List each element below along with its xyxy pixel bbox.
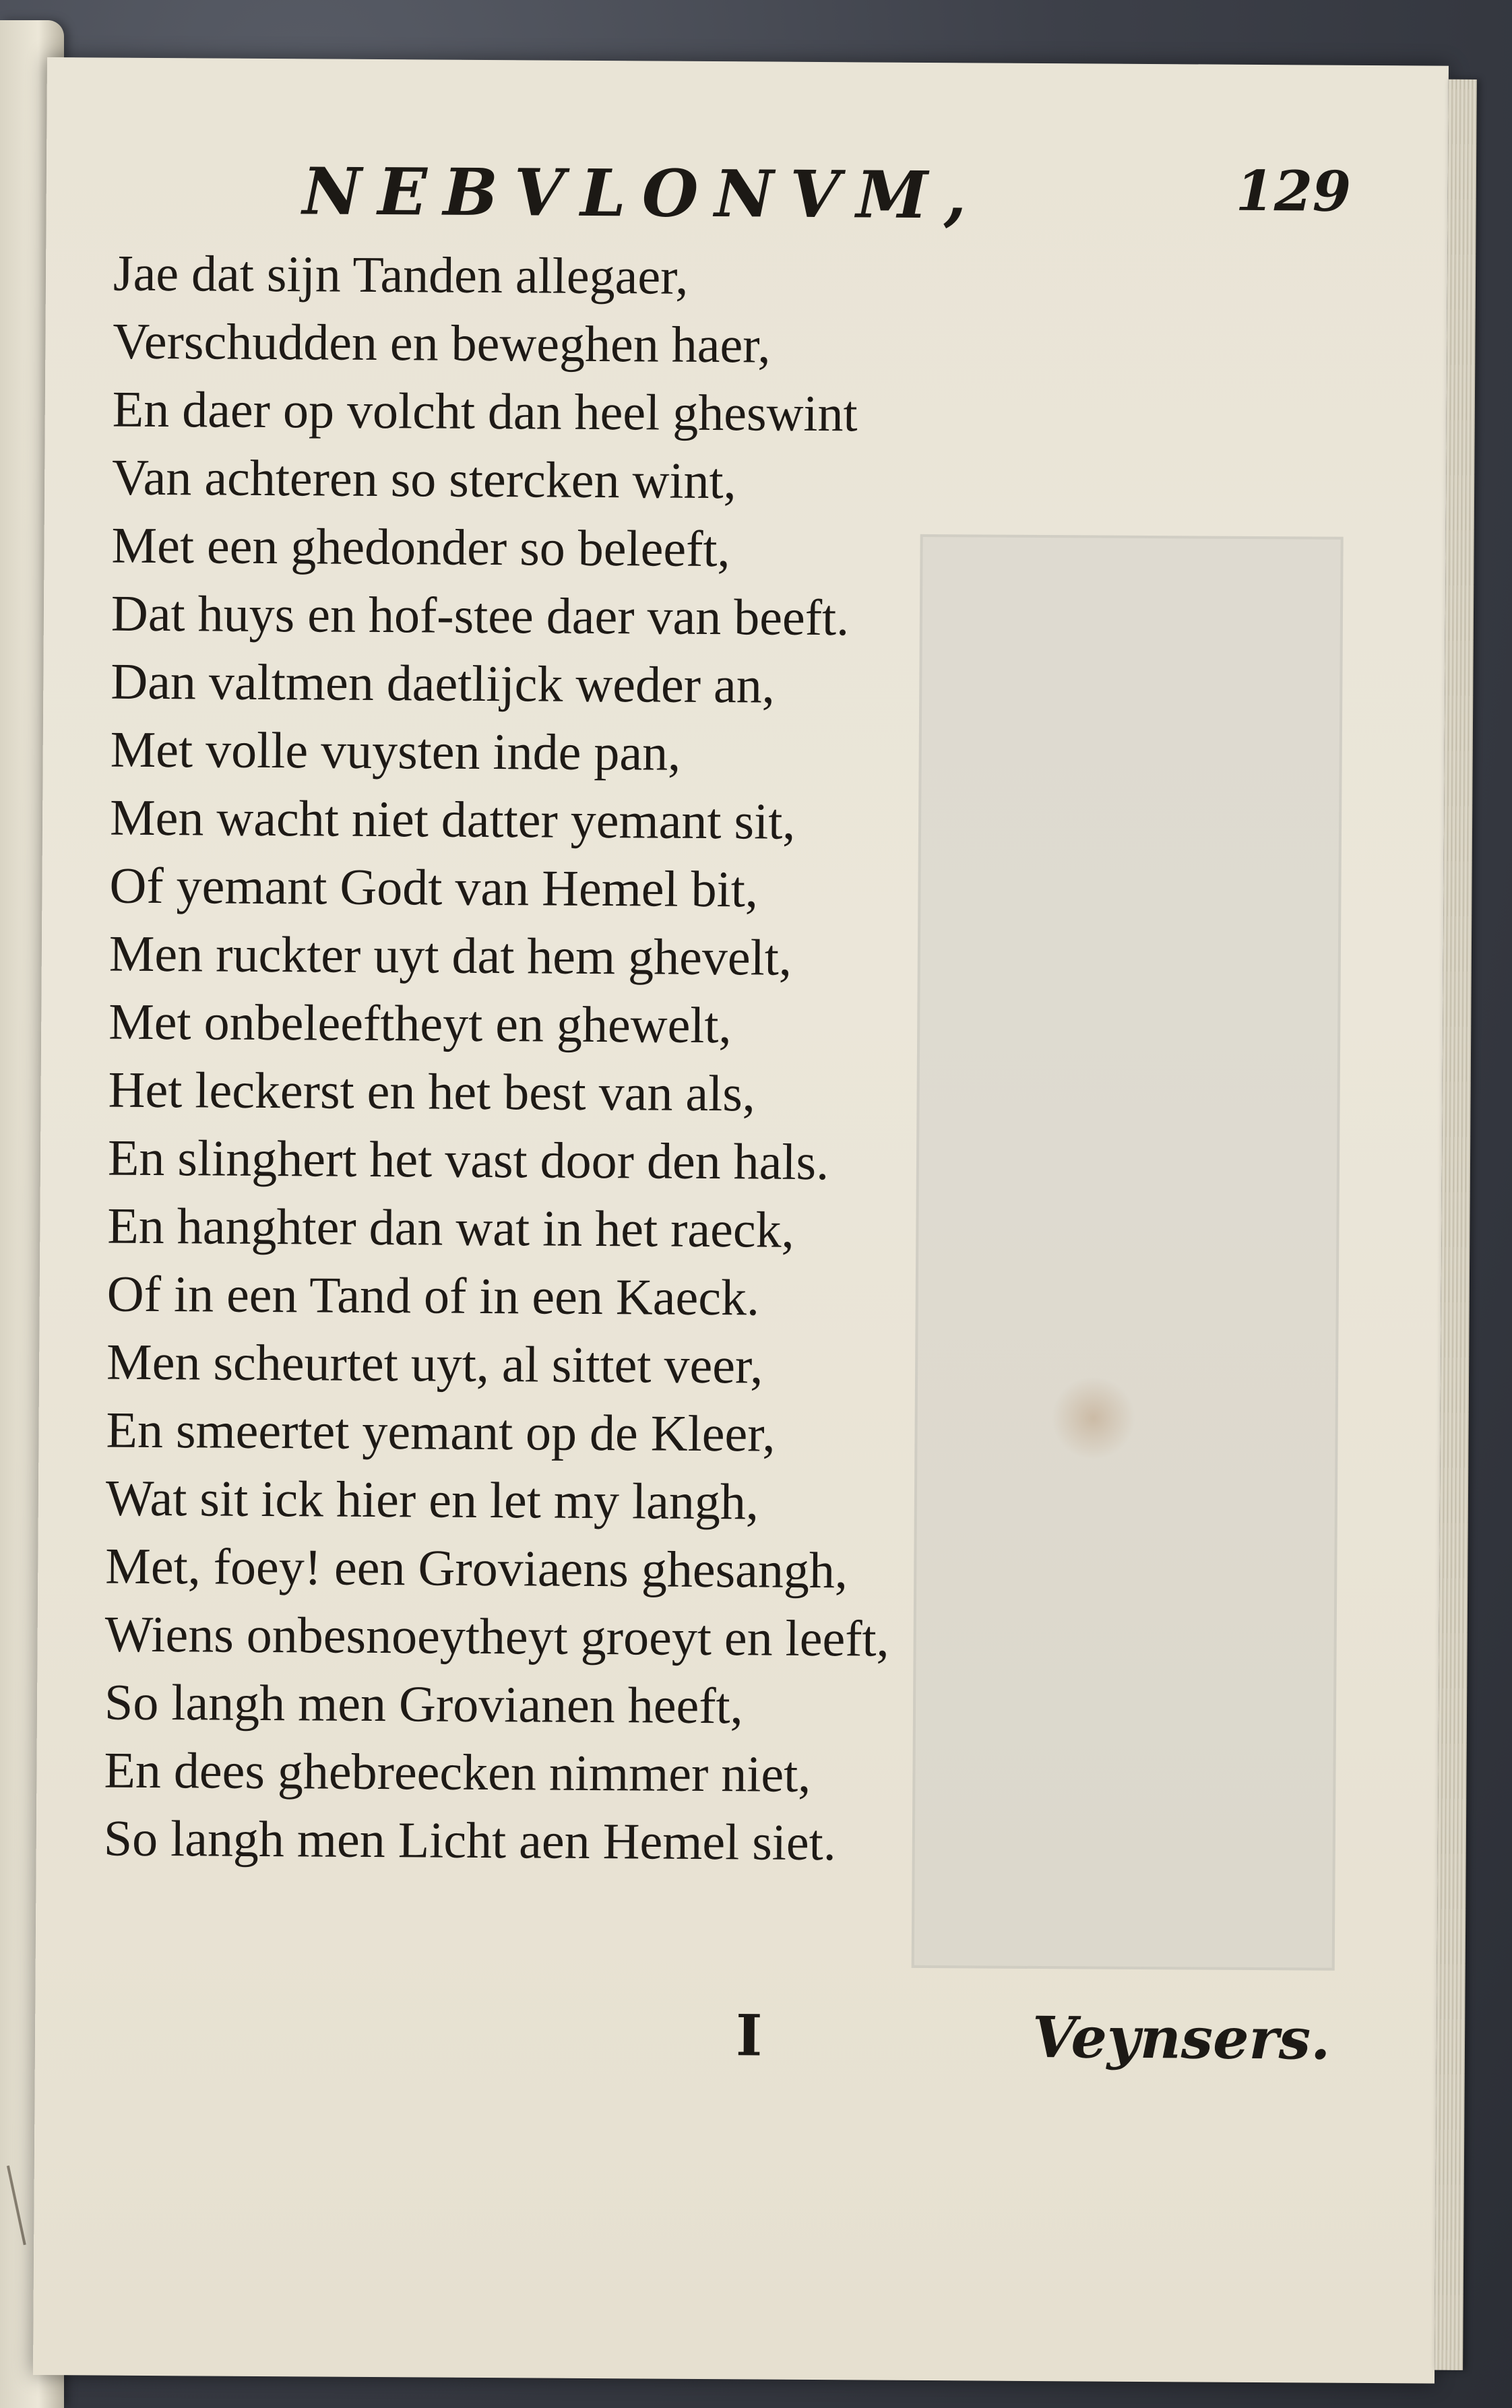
poem-line: So langh men Licht aen Hemel siet.	[103, 1810, 837, 1872]
poem-line: En smeertet yemant op de Kleer,	[106, 1401, 776, 1463]
poem-line: Met, foey! een Groviaens ghesangh,	[105, 1538, 848, 1599]
poem-line: Dat huys en hof-stee daer van beeft.	[111, 585, 850, 647]
poem-line: Jae dat sijn Tanden allegaer,	[113, 245, 689, 305]
poem-line: En daer op volcht dan heel gheswint	[112, 381, 858, 443]
poem-line: Met onbeleeftheyt en ghewelt,	[108, 993, 732, 1054]
poem-line: Verschudden en beweghen haer,	[113, 313, 771, 374]
poem-line: Dan valtmen daetlijck weder an,	[111, 653, 776, 714]
running-head-title: NEBVLONVM,	[302, 153, 983, 234]
page-footer	[35, 1998, 1437, 2087]
book-page	[33, 57, 1449, 2384]
poem-line: Men ruckter uyt dat hem ghevelt,	[108, 925, 792, 986]
poem-line: Wat sit ick hier en let my langh,	[105, 1469, 759, 1531]
poem-line: Van achteren so stercken wint,	[111, 449, 736, 510]
poem-line: Met een ghedonder so beleeft,	[111, 517, 730, 578]
poem-line: Men wacht niet datter yemant sit,	[109, 789, 796, 850]
poem-line: Het leckerst en het best van als,	[108, 1061, 756, 1122]
poem-line: Men scheurtet uyt, al sittet veer,	[106, 1333, 763, 1395]
poem-line: En hanghter dan wat in het raeck,	[107, 1197, 794, 1259]
poem-line: So langh men Grovianen heeft,	[104, 1674, 743, 1735]
poem-line: Of in een Tand of in een Kaeck.	[106, 1265, 760, 1327]
poem-line: Wiens onbesnoeytheyt groeyt en leeft,	[104, 1606, 889, 1668]
poem-text	[104, 240, 1125, 1879]
page-number: 129	[1235, 158, 1352, 224]
running-head	[302, 153, 1381, 254]
catchword: Veynsers.	[1032, 2003, 1331, 2072]
poem-line: En dees ghebreecken nimmer niet,	[104, 1742, 811, 1803]
poem-line: Of yemant Godt van Hemel bit,	[109, 857, 759, 918]
poem-line: En slinghert het vast door den hals.	[107, 1129, 829, 1191]
signature-mark: I	[735, 2002, 763, 2069]
poem-line: Met volle vuysten inde pan,	[110, 721, 681, 782]
